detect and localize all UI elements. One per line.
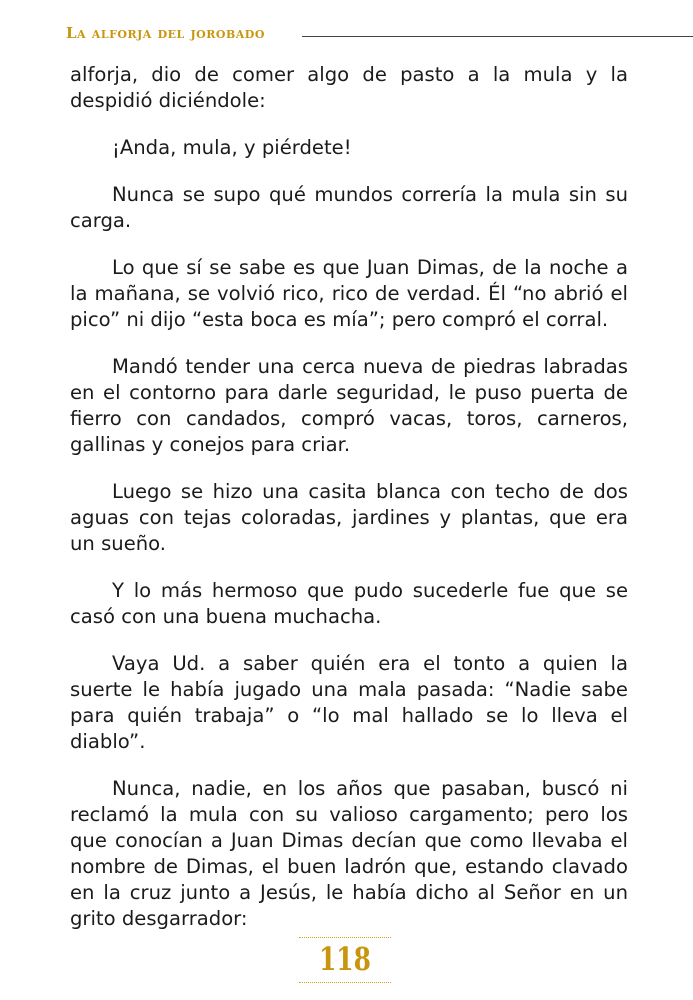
body-text (70, 62, 628, 932)
folio-rule-top (299, 937, 391, 938)
paragraph: Y lo más hermoso que pudo sucederle fue que se casó con una buena muchacha. (70, 579, 628, 628)
running-header (66, 24, 693, 46)
paragraph: Vaya Ud. a saber quién era el tonto a quien la suerte le había jugado una mala pasada: “Nadie sabe para quién trabaja” o “lo mal hallado se lo lleva el diablo”. (70, 652, 628, 753)
paragraph: alforja, dio de comer algo de pasto a la mula y la despidió diciéndole: (70, 63, 628, 112)
running-header-title: La alforja del jorobado (66, 24, 265, 42)
paragraph: Nunca, nadie, en los años que pasaban, buscó ni reclamó la mula con su valioso cargamento; pero los que conocían a Juan Dimas decían que como llevaba el nombre de Dimas, el buen ladrón que, estando clavado en la cruz junto a Jesús, le había dicho al Señor en un grito desgarrador: (70, 777, 628, 930)
page-number: 118 (318, 940, 372, 978)
paragraph: Nunca se supo qué mundos correría la mula sin su carga. (70, 183, 628, 232)
paragraph: ¡Anda, mula, y piérdete! (112, 136, 352, 159)
folio-rule-bottom (299, 982, 391, 983)
paragraph: Mandó tender una cerca nueva de piedras labradas en el contorno para darle seguridad, le puso puerta de fierro con candados, compró vacas, toros, carneros, gallinas y conejos para criar. (70, 355, 628, 456)
paragraph: Luego se hizo una casita blanca con techo de dos aguas con tejas coloradas, jardines y plantas, que era un sueño. (70, 480, 628, 555)
header-rule (302, 36, 693, 37)
paragraph: Lo que sí se sabe es que Juan Dimas, de la noche a la mañana, se volvió rico, rico de verdad. Él “no abrió el pico” ni dijo “esta boca es mía”; pero compró el corral. (70, 256, 628, 331)
page-folio (299, 934, 391, 986)
